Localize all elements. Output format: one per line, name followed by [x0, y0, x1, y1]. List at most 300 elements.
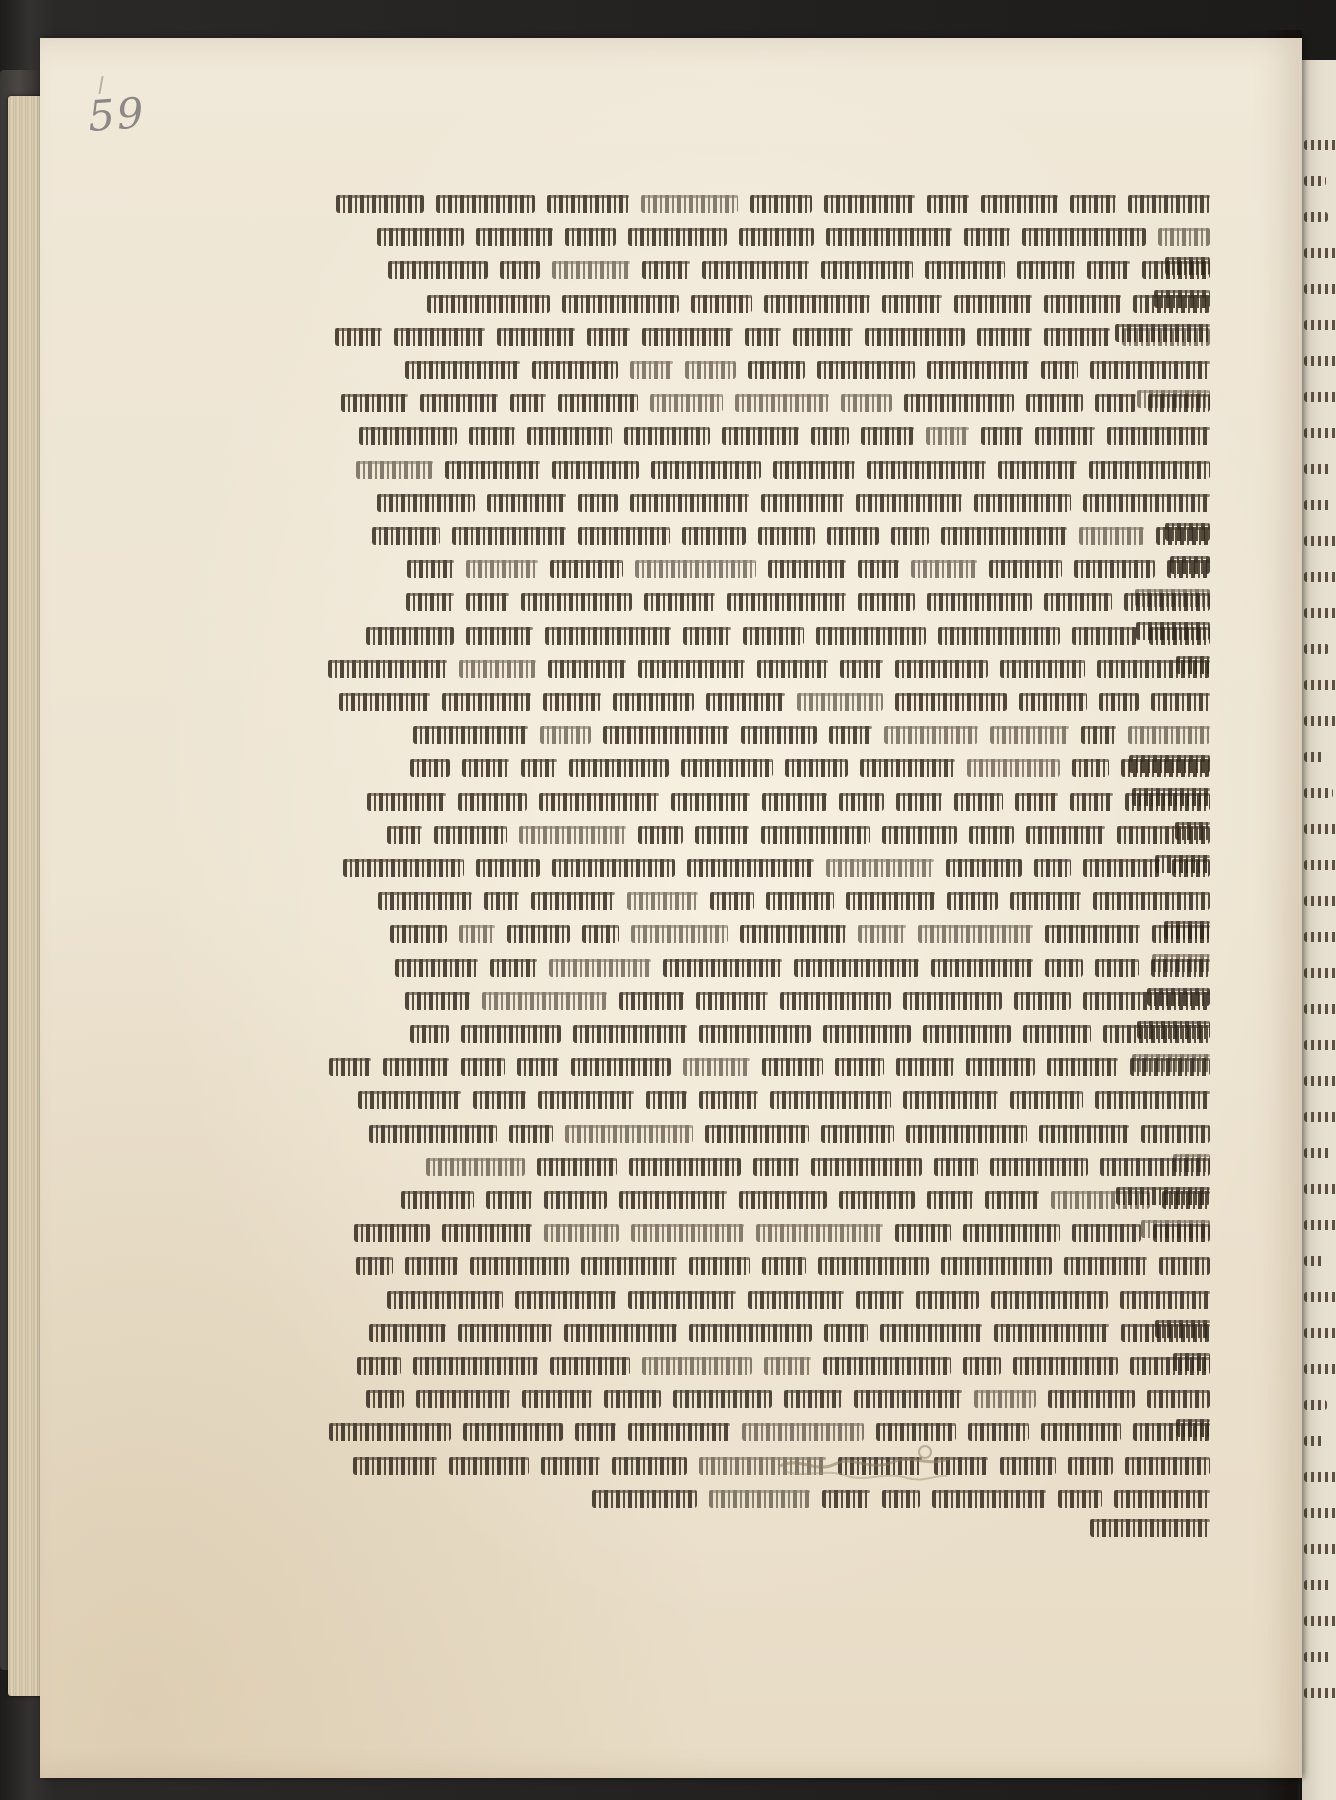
ink-word: [1070, 793, 1113, 811]
ink-word: [357, 1357, 401, 1375]
ink-word: [990, 726, 1069, 744]
ink-word: [575, 1423, 616, 1441]
ink-word: [1133, 1423, 1210, 1441]
ink-word: [762, 1257, 806, 1275]
ink-word: [1089, 461, 1210, 479]
ink-word: [541, 1457, 600, 1475]
ink-word: [968, 1423, 1029, 1441]
facing-text-line: [1304, 1580, 1331, 1590]
text-line: [310, 420, 1210, 450]
ink-word: [377, 494, 475, 512]
ink-word: [339, 693, 430, 711]
facing-text-line: [1304, 356, 1336, 366]
ink-word: [543, 693, 601, 711]
text-line: [310, 454, 1210, 484]
ink-word: [627, 892, 698, 910]
ink-word: [466, 560, 538, 578]
facing-text-line: [1304, 1076, 1336, 1086]
ink-word: [619, 1191, 727, 1209]
ink-word: [739, 228, 814, 246]
ink-word: [764, 295, 870, 313]
ink-word: [372, 527, 440, 545]
ink-word: [947, 892, 998, 910]
ink-word: [1039, 1125, 1129, 1143]
ink-word: [336, 195, 424, 213]
ink-word: [550, 560, 623, 578]
ink-word: [413, 1357, 538, 1375]
ink-word: [1041, 361, 1078, 379]
ink-word: [482, 992, 607, 1010]
ink-word: [1010, 892, 1081, 910]
facing-page: [1298, 60, 1336, 1800]
ink-word: [452, 527, 566, 545]
ink-word: [861, 427, 914, 445]
ink-word: [522, 1390, 592, 1408]
facing-text-line: [1304, 464, 1332, 474]
ink-word: [476, 859, 540, 877]
ink-word: [1122, 328, 1210, 346]
ink-word: [841, 394, 892, 412]
ink-word: [699, 1091, 758, 1109]
ink-word: [378, 892, 472, 910]
ink-word: [895, 693, 1007, 711]
ink-word: [427, 295, 550, 313]
facing-text-line: [1304, 788, 1333, 798]
ink-word: [904, 394, 1014, 412]
ink-word: [858, 925, 906, 943]
ink-word: [903, 1091, 998, 1109]
text-line: [310, 221, 1210, 251]
ink-word: [587, 328, 630, 346]
ink-word: [1047, 1058, 1118, 1076]
ink-word: [552, 859, 675, 877]
ink-word: [573, 1025, 687, 1043]
ink-word: [1035, 427, 1095, 445]
ink-word: [1045, 925, 1140, 943]
ink-word: [356, 1257, 393, 1275]
ink-word: [1013, 1357, 1118, 1375]
ink-word: [663, 959, 782, 977]
ink-word: [882, 1490, 920, 1508]
ink-word: [989, 560, 1062, 578]
ink-word: [882, 295, 942, 313]
ink-word: [1128, 195, 1210, 213]
ink-word: [613, 693, 694, 711]
ink-word: [1167, 560, 1210, 578]
ink-word: [1048, 1390, 1135, 1408]
ink-word: [1158, 228, 1210, 246]
facing-text-line: [1304, 392, 1336, 402]
ink-word: [515, 1291, 616, 1309]
ink-word: [565, 1125, 693, 1143]
ink-word: [673, 1390, 772, 1408]
ink-word: [410, 1025, 449, 1043]
ink-word: [377, 228, 464, 246]
ink-word: [998, 461, 1077, 479]
ink-word: [413, 726, 528, 744]
ink-word: [578, 494, 618, 512]
ink-word: [691, 295, 752, 313]
ink-word: [906, 1125, 1027, 1143]
ink-word: [521, 593, 632, 611]
ink-word: [328, 660, 447, 678]
ink-word: [1019, 693, 1087, 711]
facing-text-line: [1304, 968, 1336, 978]
ink-word: [445, 461, 540, 479]
ink-word: [932, 1490, 1046, 1508]
ink-word: [644, 593, 715, 611]
ink-word: [1125, 1457, 1210, 1475]
ink-word: [469, 427, 515, 445]
ink-word: [405, 992, 470, 1010]
ink-word: [927, 361, 1029, 379]
ink-word: [390, 925, 447, 943]
ink-word: [895, 660, 988, 678]
text-line: [310, 1118, 1210, 1148]
ink-word: [1044, 328, 1110, 346]
ink-word: [405, 1257, 458, 1275]
folio-number: 59: [86, 88, 148, 141]
text-line: [310, 985, 1210, 1015]
ink-word: [743, 627, 804, 645]
ink-word: [631, 925, 728, 943]
ink-word: [931, 959, 1033, 977]
facing-text-line: [1304, 1364, 1336, 1374]
ink-word: [923, 1025, 1011, 1043]
facing-text-line: [1304, 248, 1336, 258]
ink-word: [1070, 195, 1116, 213]
ink-word: [925, 261, 1005, 279]
ink-word: [532, 361, 618, 379]
ink-word: [1083, 992, 1210, 1010]
ink-word: [793, 328, 853, 346]
ink-word: [521, 759, 557, 777]
ink-word: [1010, 1091, 1083, 1109]
ink-word: [1044, 593, 1112, 611]
ink-word: [1026, 394, 1083, 412]
ink-word: [1093, 892, 1210, 910]
ink-word: [824, 195, 915, 213]
ink-word: [476, 228, 553, 246]
ink-word: [974, 494, 1071, 512]
ink-word: [517, 1058, 559, 1076]
ink-word: [710, 892, 754, 910]
ink-word: [780, 992, 891, 1010]
ink-word: [461, 1058, 505, 1076]
ink-word: [1162, 1191, 1210, 1209]
ink-word: [394, 328, 485, 346]
facing-text-line: [1304, 1616, 1336, 1626]
ink-word: [946, 859, 1022, 877]
ink-word: [1051, 1191, 1150, 1209]
ink-word: [581, 1257, 677, 1275]
ink-word: [462, 759, 509, 777]
ink-word: [1153, 1224, 1210, 1242]
ink-word: [461, 1025, 561, 1043]
ink-word: [695, 826, 749, 844]
facing-text-line: [1304, 320, 1336, 330]
ink-word: [823, 1357, 951, 1375]
facing-text-line: [1304, 1436, 1324, 1446]
folio-page: [40, 38, 1302, 1778]
ink-word: [1149, 627, 1210, 645]
text-line: [310, 188, 1210, 218]
ink-word: [821, 1125, 894, 1143]
facing-text-line: [1304, 212, 1328, 222]
ink-word: [366, 1390, 404, 1408]
ink-word: [1114, 1490, 1210, 1508]
ink-word: [856, 1291, 904, 1309]
ink-word: [858, 560, 899, 578]
ink-word: [1074, 560, 1155, 578]
facing-text-line: [1304, 1652, 1332, 1662]
ink-word: [705, 1125, 809, 1143]
ink-word: [434, 826, 507, 844]
ink-word: [827, 527, 879, 545]
text-line: [310, 520, 1210, 550]
ink-word: [507, 925, 570, 943]
facing-text-line: [1304, 500, 1332, 510]
ink-word: [1083, 494, 1210, 512]
ink-word: [1045, 959, 1083, 977]
ink-word: [369, 1125, 497, 1143]
ink-word: [383, 1058, 449, 1076]
ink-word: [739, 1191, 827, 1209]
text-line: [310, 387, 1210, 417]
ink-word: [1095, 959, 1139, 977]
ink-word: [1142, 261, 1210, 279]
ink-word: [963, 1357, 1001, 1375]
ink-word: [619, 992, 684, 1010]
hebrew-text-block: [300, 188, 1210, 1388]
ink-word: [938, 627, 1060, 645]
ink-word: [558, 394, 638, 412]
ink-word: [974, 1390, 1036, 1408]
ink-word: [699, 1025, 811, 1043]
ink-word: [966, 1058, 1035, 1076]
ink-word: [994, 1324, 1109, 1342]
ink-word: [548, 660, 626, 678]
ink-word: [642, 261, 690, 279]
ink-word: [366, 627, 454, 645]
ink-word: [1151, 693, 1210, 711]
ink-word: [401, 1191, 474, 1209]
text-line: [310, 918, 1210, 948]
ink-word: [740, 925, 846, 943]
ink-word: [896, 793, 942, 811]
text-line: [310, 719, 1210, 749]
text-line: [310, 1184, 1210, 1214]
ink-word: [927, 1191, 973, 1209]
text-line: [310, 885, 1210, 915]
text-line: [310, 288, 1210, 318]
text-line: [310, 620, 1210, 650]
ink-word: [628, 228, 727, 246]
facing-text-line: [1304, 284, 1336, 294]
ink-word: [826, 859, 934, 877]
ink-word: [880, 1324, 982, 1342]
ink-word: [571, 1058, 671, 1076]
ink-word: [550, 1357, 630, 1375]
ink-word: [884, 726, 978, 744]
ink-word: [628, 1423, 730, 1441]
facing-text-line: [1304, 1688, 1336, 1698]
ink-word: [934, 1158, 978, 1176]
ink-word: [329, 1058, 371, 1076]
text-line: [310, 1084, 1210, 1114]
ink-word: [592, 1490, 697, 1508]
text-line: [310, 1383, 1210, 1413]
ink-word: [1141, 1125, 1210, 1143]
ink-word: [895, 1224, 951, 1242]
ink-word: [840, 660, 883, 678]
ink-word: [757, 660, 828, 678]
ink-word: [826, 228, 952, 246]
facing-text-line: [1304, 176, 1326, 186]
ink-word: [527, 427, 612, 445]
ink-word: [1022, 228, 1146, 246]
ink-word: [1072, 627, 1137, 645]
text-line: [310, 1450, 1210, 1480]
ink-word: [1120, 1291, 1210, 1309]
ink-word: [1014, 992, 1071, 1010]
ink-word: [369, 1324, 446, 1342]
ink-word: [689, 1324, 812, 1342]
ink-word: [329, 1423, 451, 1441]
ink-word: [683, 1058, 750, 1076]
text-line: [310, 553, 1210, 583]
ink-word: [387, 1291, 503, 1309]
ink-word: [1151, 959, 1210, 977]
ink-word: [638, 826, 683, 844]
ink-word: [1000, 1457, 1056, 1475]
ink-word: [735, 394, 829, 412]
ink-word: [1072, 759, 1109, 777]
ink-word: [1130, 1058, 1210, 1076]
ink-word: [537, 1158, 617, 1176]
ink-word: [1090, 1519, 1210, 1537]
ink-word: [539, 793, 659, 811]
text-line: [310, 586, 1210, 616]
ink-word: [487, 494, 566, 512]
ink-word: [1125, 793, 1210, 811]
ink-word: [816, 627, 926, 645]
text-line: [310, 1284, 1210, 1314]
ink-word: [646, 1091, 687, 1109]
ink-word: [631, 1224, 744, 1242]
ink-word: [1107, 427, 1210, 445]
text-line: [310, 321, 1210, 351]
ink-word: [981, 195, 1058, 213]
ink-word: [854, 1390, 962, 1408]
ink-word: [682, 527, 746, 545]
ink-word: [1090, 361, 1210, 379]
ink-word: [459, 660, 536, 678]
ink-word: [969, 826, 1014, 844]
ink-word: [458, 1324, 552, 1342]
facing-text-line: [1304, 1184, 1336, 1194]
ink-word: [540, 726, 591, 744]
ink-word: [531, 892, 615, 910]
ink-word: [794, 959, 919, 977]
ink-word: [466, 593, 509, 611]
text-line: [310, 752, 1210, 782]
ink-word: [867, 461, 986, 479]
facing-text-line: [1304, 1112, 1336, 1122]
ink-word: [562, 295, 679, 313]
ink-word: [753, 1158, 799, 1176]
ink-word: [967, 759, 1060, 777]
ink-word: [1026, 826, 1105, 844]
ink-word: [1079, 527, 1144, 545]
ink-word: [1041, 1423, 1121, 1441]
text-line: [310, 952, 1210, 982]
ink-word: [509, 1125, 553, 1143]
ink-word: [954, 295, 1032, 313]
facing-text-line: [1304, 140, 1336, 150]
ink-word: [702, 261, 809, 279]
faded-ornament-icon: [775, 1438, 955, 1488]
ink-word: [926, 427, 969, 445]
text-line: [310, 819, 1210, 849]
ink-word: [821, 261, 913, 279]
ink-word: [727, 593, 846, 611]
ink-word: [1097, 660, 1210, 678]
ink-word: [466, 627, 533, 645]
text-line: [310, 1350, 1210, 1380]
ink-word: [891, 527, 929, 545]
facing-text-line: [1304, 1040, 1336, 1050]
facing-text-line: [1304, 1220, 1336, 1230]
ink-word: [552, 461, 639, 479]
ink-word: [1068, 1457, 1113, 1475]
ink-word: [882, 826, 957, 844]
ink-word: [977, 328, 1032, 346]
ink-word: [706, 693, 785, 711]
ink-word: [497, 328, 575, 346]
ink-word: [1083, 859, 1160, 877]
ink-word: [569, 759, 669, 777]
ink-word: [387, 826, 422, 844]
ink-word: [916, 1291, 979, 1309]
ink-word: [354, 1224, 430, 1242]
ink-word: [519, 826, 626, 844]
facing-text-line: [1304, 716, 1336, 726]
ink-word: [745, 328, 781, 346]
facing-text-line: [1304, 896, 1336, 906]
ink-word: [770, 1091, 891, 1109]
ink-word: [603, 726, 729, 744]
ink-word: [865, 328, 965, 346]
ink-word: [748, 1291, 844, 1309]
ink-word: [367, 793, 446, 811]
ink-word: [758, 527, 815, 545]
ink-word: [356, 461, 433, 479]
ink-word: [510, 394, 546, 412]
ink-word: [839, 1191, 915, 1209]
ink-word: [954, 793, 1003, 811]
ink-word: [565, 228, 616, 246]
ink-word: [985, 1191, 1039, 1209]
ink-word: [1159, 1257, 1210, 1275]
ink-word: [547, 195, 629, 213]
ink-word: [545, 627, 671, 645]
ink-word: [624, 427, 710, 445]
ink-word: [490, 959, 537, 977]
ink-word: [963, 1224, 1060, 1242]
ink-word: [612, 1457, 687, 1475]
ink-word: [604, 1390, 661, 1408]
